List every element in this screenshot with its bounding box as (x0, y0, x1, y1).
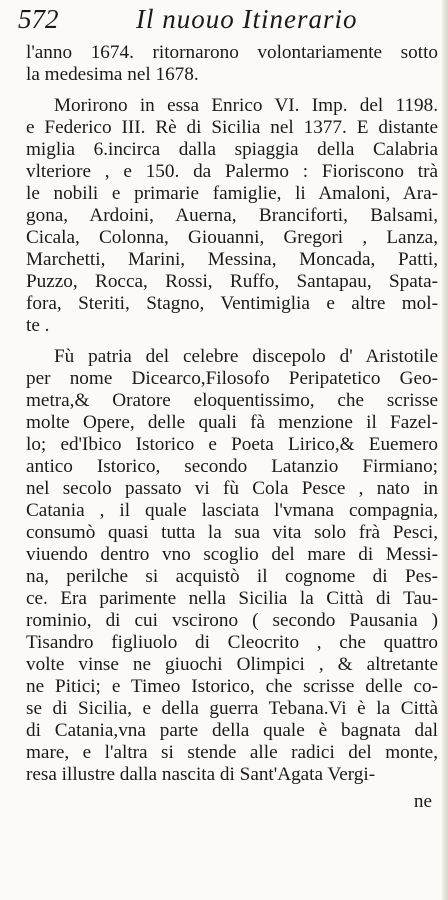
text-line: ce. Era parimente nella Sicilia la Città di Tau- (26, 588, 438, 609)
body-text (26, 42, 438, 786)
text-line: Morirono in essa Enrico VI. Imp. del 1198. (54, 95, 438, 116)
text-line: lo; ed'Ibico Istorico e Poeta Lirico,& Euemero (26, 434, 438, 455)
text-line: resa illustre dalla nascita di Sant'Agata Vergi- (26, 764, 376, 785)
running-title: Il nuouo Itinerario (136, 4, 358, 34)
text-line: e Federico III. Rè di Sicilia nel 1377. E distante (26, 117, 438, 138)
text-line: Tisandro figliuolo di Cleocrito , che quattro (26, 632, 438, 653)
text-line: vlteriore , e 150. da Palermo : Fioriscono trà (26, 161, 438, 182)
text-line: gona, Ardoini, Auerna, Branciforti, Balsami, (26, 205, 438, 226)
text-line: rominio, di cui vscirono ( secondo Pausania ) (26, 610, 438, 631)
text-line: per nome Dicearco,Filosofo Peripatetico Geo- (26, 368, 438, 389)
paragraph (26, 95, 438, 337)
text-line: mare, e l'altra si stende alle radici del monte, (26, 742, 438, 763)
text-line: se di Sicilia, e della guerra Tebana.Vi è la Città (26, 698, 438, 719)
text-line: viuendo dentro vno scoglio del mare di Messi- (26, 544, 438, 565)
paragraph (26, 346, 438, 786)
catchword: ne (413, 791, 432, 812)
text-line: te . (26, 315, 50, 336)
text-line: Catania , il quale lasciata l'vmana compagnia, (26, 500, 438, 521)
text-line: na, perilche si acquistò il cognome di Pes- (26, 566, 438, 587)
text-line: Puzzo, Rocca, Rossi, Ruffo, Santapau, Spata- (26, 271, 438, 292)
page-edge-shadow (442, 0, 448, 900)
text-line: metra,& Oratore eloquentissimo, che scrisse (26, 390, 438, 411)
text-line: molte Opere, delle quali fà menzione il Fazel- (26, 412, 438, 433)
text-line: volte vinse ne giuochi Olimpici , & altretante (26, 654, 438, 675)
text-line: Fù patria del celebre discepolo d' Aristotile (54, 346, 438, 367)
text-line: nel secolo passato vi fù Cola Pesce , nato in (26, 478, 438, 499)
page-header (18, 4, 434, 40)
text-line: ne Pitici; e Timeo Istorico, che scrisse delle co- (26, 676, 438, 697)
paragraph (26, 42, 438, 86)
text-line: consumò quasi tutta la sua vita solo frà Pesci, (26, 522, 438, 543)
text-line: fora, Steriti, Stagno, Ventimiglia e altre mol- (26, 293, 438, 314)
text-line: antico Istorico, secondo Latanzio Firmiano; (26, 456, 438, 477)
text-line: la medesima nel 1678. (26, 64, 199, 85)
text-line: Cicala, Colonna, Giouanni, Gregori , Lanza, (26, 227, 438, 248)
text-line: Marchetti, Marini, Messina, Moncada, Patti, (26, 249, 438, 270)
text-line: miglia 6.incirca dalla spiaggia della Calabria (26, 139, 438, 160)
text-line: le nobili e primarie famiglie, li Amaloni, Ara- (26, 183, 438, 204)
text-line: di Catania,vna parte della quale è bagnata dal (26, 720, 438, 741)
text-line: l'anno 1674. ritornarono volontariamente sotto (26, 42, 438, 63)
page-number: 572 (18, 4, 59, 34)
